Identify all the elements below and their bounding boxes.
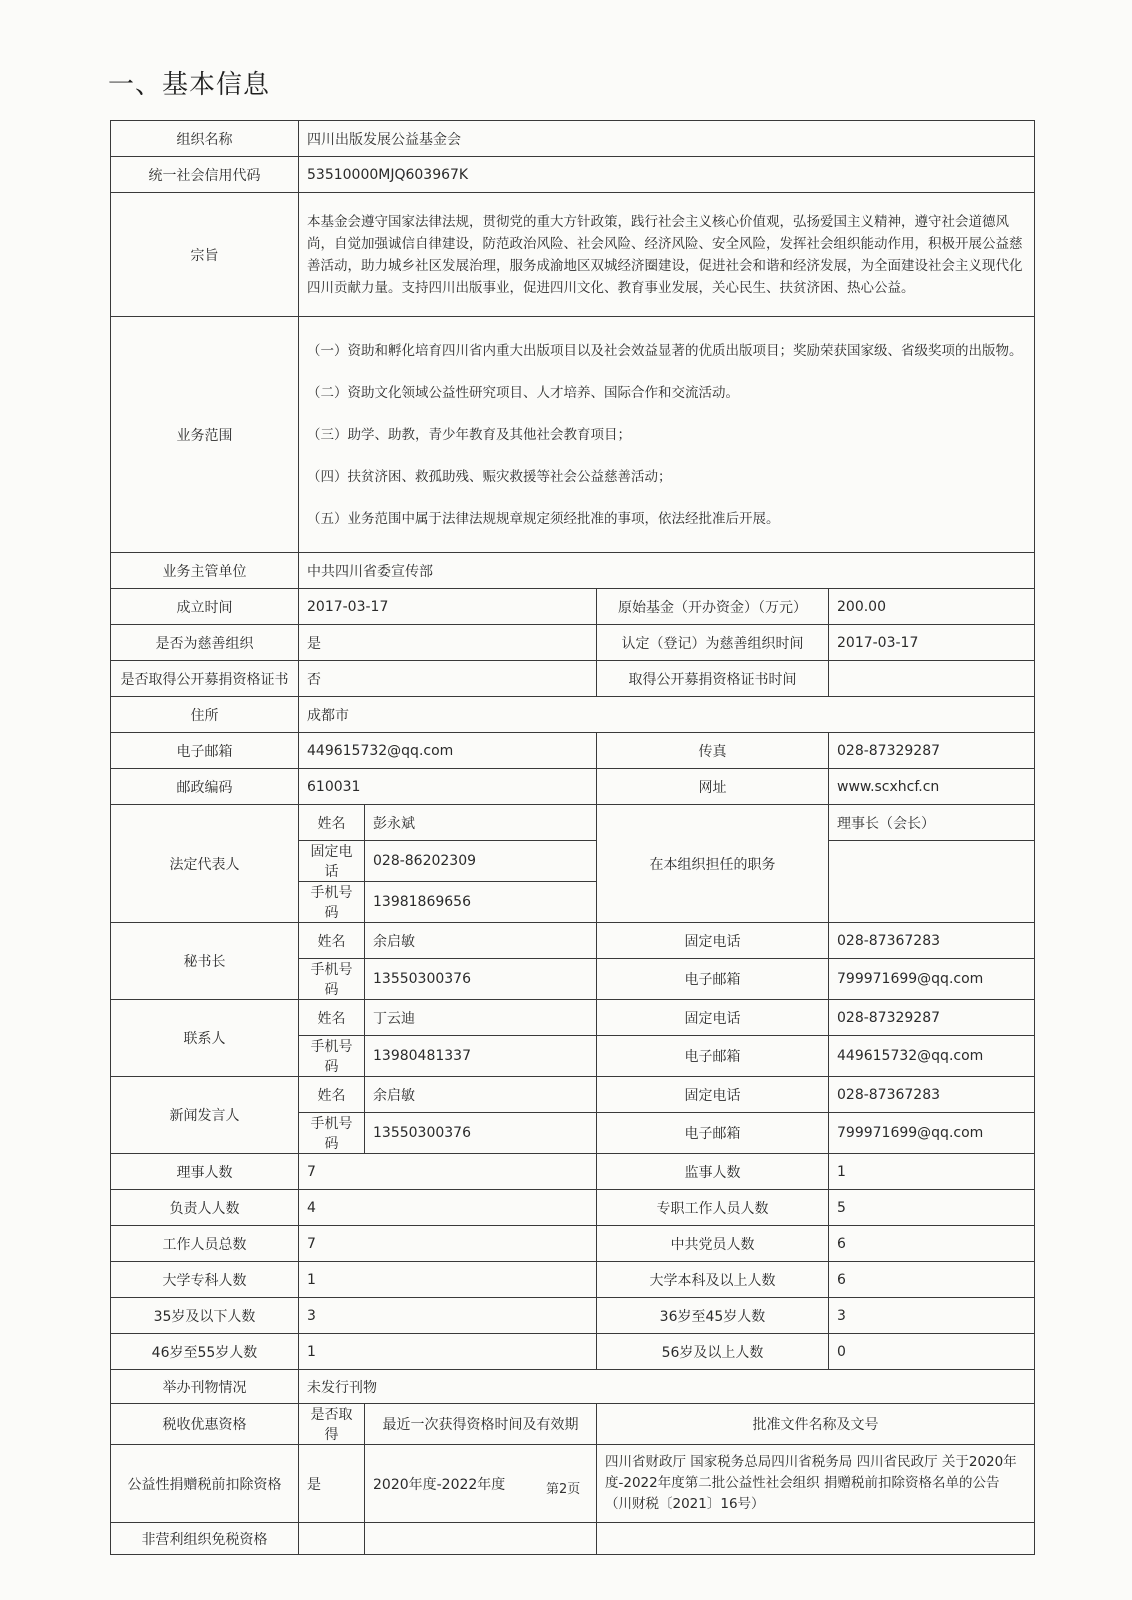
fax-label: 传真: [597, 733, 829, 769]
stat-value: 1: [829, 1154, 1035, 1190]
address-label: 住所: [111, 697, 299, 733]
legal-rep-mobile-value: 13981869656: [365, 882, 597, 923]
public-fundraising-date-label: 取得公开募捐资格证书时间: [597, 661, 829, 697]
publication-value: 未发行刊物: [299, 1370, 1035, 1404]
legal-rep-phone-value: 028-86202309: [365, 841, 597, 882]
row-legal-rep-name: [111, 805, 1035, 841]
public-fundraising-value: 否: [299, 661, 597, 697]
charity-date-value: 2017-03-17: [829, 625, 1035, 661]
stat-label: 中共党员人数: [597, 1226, 829, 1262]
tax-deduction-obtained: 是: [299, 1445, 365, 1523]
tax-label: 税收优惠资格: [111, 1404, 299, 1445]
purpose-value: 本基金会遵守国家法律法规，贯彻党的重大方针政策，践行社会主义核心价值观，弘扬爱国主义精神，遵守社会道德风尚，自觉加强诚信自律建设，防范政治风险、社会风险、经济风险、安全风险，发挥社会组织能动作用，积极开展公益慈善活动，助力城乡社区发展治理，服务成渝地区双城经济圈建设，促进社会和谐和经济发展，为全面建设社会主义现代化四川贡献力量。支持四川出版事业，促进四川文化、教育事业发展，关心民生、扶贫济困、热心公益。: [299, 193, 1035, 317]
authority-value: 中共四川省委宣传部: [299, 553, 1035, 589]
legal-rep-phone-label: 固定电话: [299, 841, 365, 882]
row-email: [111, 733, 1035, 769]
scope-item: （三）助学、助教，青少年教育及其他社会教育项目；: [307, 426, 631, 443]
section-title: 一、基本信息: [108, 70, 271, 100]
contact-email-value: 449615732@qq.com: [829, 1036, 1035, 1077]
secretary-email-label: 电子邮箱: [597, 959, 829, 1000]
stat-value: 7: [299, 1226, 597, 1262]
email-label: 电子邮箱: [111, 733, 299, 769]
website-value: www.scxhcf.cn: [829, 769, 1035, 805]
purpose-label: 宗旨: [111, 193, 299, 317]
secretary-mobile-value: 13550300376: [365, 959, 597, 1000]
tax-exempt-label: 非营利组织免税资格: [111, 1523, 299, 1555]
stats-row: [111, 1226, 1035, 1262]
row-business-scope: [111, 317, 1035, 553]
charity-label: 是否为慈善组织: [111, 625, 299, 661]
credit-code-label: 统一社会信用代码: [111, 157, 299, 193]
address-value: 成都市: [299, 697, 1035, 733]
business-scope-label: 业务范围: [111, 317, 299, 553]
scope-item: （四）扶贫济困、救孤助残、赈灾救援等社会公益慈善活动；: [307, 468, 672, 485]
row-contact-name: [111, 1000, 1035, 1036]
stats-row: [111, 1154, 1035, 1190]
stat-label: 35岁及以下人数: [111, 1298, 299, 1334]
fund-label: 原始基金（开办资金）（万元）: [597, 589, 829, 625]
scope-item: （五）业务范围中属于法律法规规章规定须经批准的事项，依法经批准后开展。: [307, 510, 780, 527]
legal-rep-position-value: 理事长（会长）: [829, 805, 1035, 841]
spokesman-mobile-label: 手机号码: [299, 1113, 365, 1154]
tax-col-doc: 批准文件名称及文号: [597, 1404, 1035, 1445]
stat-label: 大学专科人数: [111, 1262, 299, 1298]
legal-rep-name-value: 彭永斌: [365, 805, 597, 841]
spokesman-name-value: 余启敏: [365, 1077, 597, 1113]
row-secretary-name: [111, 923, 1035, 959]
legal-rep-mobile-label: 手机号码: [299, 882, 365, 923]
stat-label: 监事人数: [597, 1154, 829, 1190]
postcode-label: 邮政编码: [111, 769, 299, 805]
stat-value: 5: [829, 1190, 1035, 1226]
stat-label: 36岁至45岁人数: [597, 1298, 829, 1334]
contact-label: 联系人: [111, 1000, 299, 1077]
stat-label: 理事人数: [111, 1154, 299, 1190]
stats-row: [111, 1298, 1035, 1334]
basic-info-table: [110, 120, 1035, 1555]
row-public-fundraising: [111, 661, 1035, 697]
stat-value: 0: [829, 1334, 1035, 1370]
spokesman-phone-label: 固定电话: [597, 1077, 829, 1113]
credit-code-value: 53510000MJQ603967K: [299, 157, 1035, 193]
stat-label: 负责人人数: [111, 1190, 299, 1226]
spokesman-phone-value: 028-87367283: [829, 1077, 1035, 1113]
secretary-name-label: 姓名: [299, 923, 365, 959]
stats-row: [111, 1334, 1035, 1370]
row-founded: [111, 589, 1035, 625]
stat-value: 4: [299, 1190, 597, 1226]
tax-deduction-doc: 四川省财政厅 国家税务总局四川省税务局 四川省民政厅 关于2020年度-2022年度第二批公益性社会组织 捐赠税前扣除资格名单的公告（川财税〔2021〕16号）: [597, 1445, 1035, 1523]
stat-value: 7: [299, 1154, 597, 1190]
row-spokesman-name: [111, 1077, 1035, 1113]
row-tax-exempt: [111, 1523, 1035, 1555]
spokesman-email-label: 电子邮箱: [597, 1113, 829, 1154]
stat-value: 3: [299, 1298, 597, 1334]
org-name-value: 四川出版发展公益基金会: [299, 121, 1035, 157]
email-value: 449615732@qq.com: [299, 733, 597, 769]
tax-col-period: 最近一次获得资格时间及有效期: [365, 1404, 597, 1445]
authority-label: 业务主管单位: [111, 553, 299, 589]
contact-name-value: 丁云迪: [365, 1000, 597, 1036]
row-org-name: [111, 121, 1035, 157]
postcode-value: 610031: [299, 769, 597, 805]
org-name-label: 组织名称: [111, 121, 299, 157]
tax-exempt-obtained: [299, 1523, 365, 1555]
spokesman-mobile-value: 13550300376: [365, 1113, 597, 1154]
public-fundraising-label: 是否取得公开募捐资格证书: [111, 661, 299, 697]
contact-name-label: 姓名: [299, 1000, 365, 1036]
scope-item: （一）资助和孵化培育四川省内重大出版项目以及社会效益显著的优质出版项目；奖励荣获国家级、省级奖项的出版物。: [307, 342, 1023, 359]
charity-date-label: 认定（登记）为慈善组织时间: [597, 625, 829, 661]
secretary-phone-label: 固定电话: [597, 923, 829, 959]
spokesman-name-label: 姓名: [299, 1077, 365, 1113]
stat-label: 56岁及以上人数: [597, 1334, 829, 1370]
row-tax-header: [111, 1404, 1035, 1445]
row-address: [111, 697, 1035, 733]
legal-rep-label: 法定代表人: [111, 805, 299, 923]
scope-item: （二）资助文化领域公益性研究项目、人才培养、国际合作和交流活动。: [307, 384, 739, 401]
tax-deduction-label: 公益性捐赠税前扣除资格: [111, 1445, 299, 1523]
stat-value: 6: [829, 1262, 1035, 1298]
stat-label: 大学本科及以上人数: [597, 1262, 829, 1298]
row-credit-code: [111, 157, 1035, 193]
row-publication: [111, 1370, 1035, 1404]
stat-label: 专职工作人员人数: [597, 1190, 829, 1226]
stat-label: 46岁至55岁人数: [111, 1334, 299, 1370]
stat-value: 1: [299, 1262, 597, 1298]
business-scope-value: [299, 317, 1035, 553]
page-number: 第2页: [546, 1482, 581, 1497]
secretary-name-value: 余启敏: [365, 923, 597, 959]
spokesman-email-value: 799971699@qq.com: [829, 1113, 1035, 1154]
secretary-phone-value: 028-87367283: [829, 923, 1035, 959]
tax-deduction-period: 2020年度-2022年度: [365, 1445, 597, 1523]
row-purpose: [111, 193, 1035, 317]
website-label: 网址: [597, 769, 829, 805]
legal-rep-position-blank: [829, 841, 1035, 923]
stat-value: 3: [829, 1298, 1035, 1334]
charity-value: 是: [299, 625, 597, 661]
contact-phone-value: 028-87329287: [829, 1000, 1035, 1036]
stat-label: 工作人员总数: [111, 1226, 299, 1262]
secretary-mobile-label: 手机号码: [299, 959, 365, 1000]
contact-phone-label: 固定电话: [597, 1000, 829, 1036]
row-authority: [111, 553, 1035, 589]
contact-mobile-label: 手机号码: [299, 1036, 365, 1077]
row-charity: [111, 625, 1035, 661]
founded-value: 2017-03-17: [299, 589, 597, 625]
legal-rep-name-label: 姓名: [299, 805, 365, 841]
stat-value: 1: [299, 1334, 597, 1370]
legal-rep-position-label: 在本组织担任的职务: [597, 805, 829, 923]
contact-email-label: 电子邮箱: [597, 1036, 829, 1077]
tax-col-obtained: 是否取得: [299, 1404, 365, 1445]
spokesman-label: 新闻发言人: [111, 1077, 299, 1154]
tax-exempt-period: [365, 1523, 597, 1555]
stats-row: [111, 1262, 1035, 1298]
row-postcode: [111, 769, 1035, 805]
fax-value: 028-87329287: [829, 733, 1035, 769]
fund-value: 200.00: [829, 589, 1035, 625]
stat-value: 6: [829, 1226, 1035, 1262]
secretary-label: 秘书长: [111, 923, 299, 1000]
contact-mobile-value: 13980481337: [365, 1036, 597, 1077]
publication-label: 举办刊物情况: [111, 1370, 299, 1404]
public-fundraising-date-value: [829, 661, 1035, 697]
stats-row: [111, 1190, 1035, 1226]
secretary-email-value: 799971699@qq.com: [829, 959, 1035, 1000]
tax-exempt-doc: [597, 1523, 1035, 1555]
founded-label: 成立时间: [111, 589, 299, 625]
